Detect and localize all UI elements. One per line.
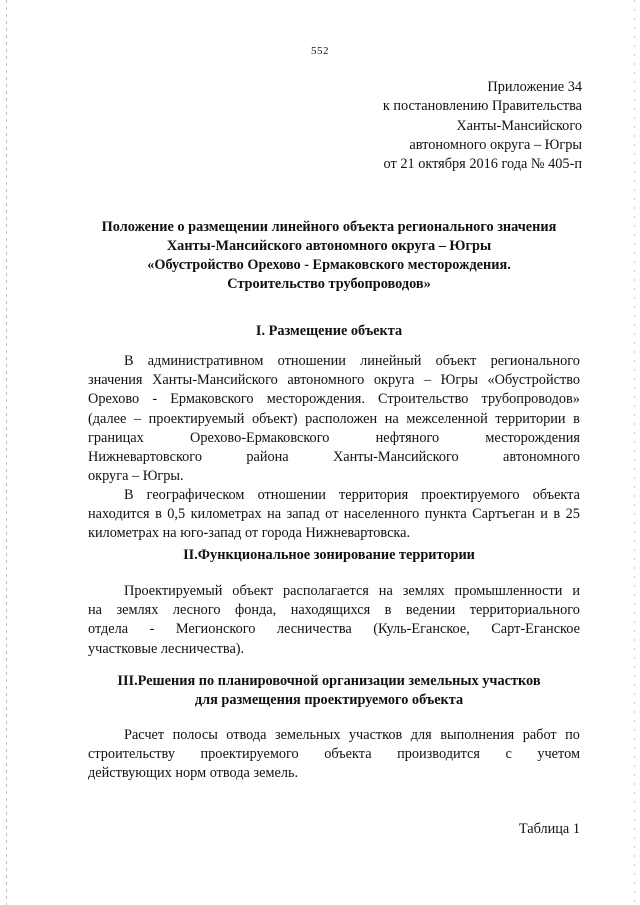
word: регионального	[490, 353, 580, 369]
word: в	[553, 506, 561, 523]
word: землях	[402, 583, 445, 599]
word: линейный	[360, 353, 422, 369]
word: географическом	[146, 487, 245, 503]
table-label: Таблица 1	[518, 821, 580, 837]
text-line	[88, 486, 580, 505]
word: района	[246, 449, 289, 466]
word: расположен	[305, 410, 378, 427]
word: Мегионского	[175, 621, 256, 638]
text-line	[88, 726, 580, 745]
word: находится	[88, 506, 150, 523]
word: проектируемого	[421, 487, 520, 503]
word: работ	[522, 727, 557, 743]
word: Ханты-Мансийского	[152, 372, 278, 389]
word: Орехово-Ермаковского	[190, 429, 330, 446]
section-1-paragraph-1	[88, 352, 580, 486]
word: в	[384, 602, 392, 619]
title-line: Строительство трубопроводов»	[227, 276, 431, 292]
heading-line: III.Решения по планировочной организации земельных участков	[117, 673, 541, 689]
word: объекта	[324, 746, 372, 763]
text-line	[88, 745, 580, 764]
scan-edge-left	[6, 0, 7, 905]
word: объект)	[251, 410, 298, 427]
word: Ермаковского	[170, 391, 254, 408]
word: на	[378, 583, 393, 599]
word: в	[573, 410, 580, 427]
word: фонда,	[234, 602, 277, 619]
word: автономного	[503, 449, 580, 466]
word: Ханты-Мансийского	[332, 449, 459, 466]
word: нефтяного	[375, 429, 440, 446]
text-line: участковые лесничества).	[88, 640, 245, 657]
word: административном	[147, 353, 264, 369]
text-line: километрах на юго-запад от города Нижневартовска.	[88, 525, 411, 542]
section-3-heading	[78, 672, 580, 710]
word: межселенной	[406, 410, 488, 427]
heading-line: для размещения проектируемого объекта	[194, 692, 464, 708]
word: Расчет	[124, 727, 165, 743]
word: на	[88, 602, 102, 619]
word: границах	[88, 429, 144, 446]
appendix-line: Ханты-Мансийского	[456, 117, 582, 134]
section-2-paragraph-1	[88, 582, 580, 659]
word: Орехово	[88, 391, 140, 408]
word: находящихся	[290, 602, 371, 619]
text-line	[88, 505, 580, 524]
word: для	[410, 727, 432, 743]
word: -	[152, 391, 158, 408]
word: отношении	[277, 353, 346, 369]
word: объекта	[532, 487, 580, 503]
word: промышленности	[454, 583, 563, 599]
word: ведении	[405, 602, 456, 619]
appendix-line: Приложение 34	[487, 79, 582, 95]
word: отдела	[88, 621, 129, 638]
text-line	[88, 390, 580, 409]
text-line	[88, 601, 580, 620]
word: 0,5	[167, 506, 186, 523]
word: пункта	[424, 506, 467, 523]
word: месторождения	[485, 429, 580, 446]
text-line: округа – Югры.	[88, 468, 184, 485]
word: Строительство	[378, 391, 469, 408]
word: участков	[348, 727, 403, 743]
text-line	[88, 620, 580, 639]
word: населенного	[343, 506, 420, 523]
section-1-heading: I. Размещение объекта	[255, 323, 403, 339]
word: -	[149, 621, 155, 638]
word: километрах	[190, 506, 262, 523]
word: территория	[339, 487, 409, 503]
word: Югры	[440, 372, 478, 389]
word: земельных	[274, 727, 341, 743]
word: –	[423, 372, 432, 389]
title-line: Ханты-Мансийского автономного округа – Югры	[166, 238, 492, 254]
scan-edge-right	[634, 0, 635, 905]
text-line	[88, 352, 580, 371]
word: автономного	[287, 372, 365, 389]
document-title	[78, 218, 580, 294]
text-line	[88, 448, 580, 467]
word: полосы	[172, 727, 218, 743]
word: трубопроводов»	[481, 391, 580, 408]
word: лесного	[172, 602, 221, 619]
appendix-line: автономного округа – Югры	[409, 136, 582, 153]
word: на	[384, 410, 399, 427]
word: Нижневартовского	[88, 449, 202, 466]
word: проектируемого	[200, 746, 299, 763]
word: проектируемый	[148, 410, 245, 427]
word: строительству	[88, 746, 175, 763]
word: (далее	[88, 410, 127, 427]
word: выполнения	[440, 727, 515, 743]
word: и	[572, 583, 580, 599]
word: учетом	[537, 746, 580, 763]
word: в	[155, 506, 162, 523]
word: месторождения.	[266, 391, 365, 408]
word: отвода	[226, 727, 267, 743]
word: Сарт-Еганское	[491, 621, 580, 638]
word: значения	[88, 372, 143, 389]
text-line	[88, 371, 580, 390]
word: В	[124, 487, 134, 503]
appendix-block	[383, 78, 582, 174]
section-1-paragraph-2	[88, 486, 580, 544]
word: округа	[373, 372, 415, 389]
title-line: «Обустройство Орехово - Ермаковского месторождения.	[147, 257, 511, 273]
word: Проектируемый	[124, 583, 223, 599]
title-line: Положение о размещении линейного объекта регионального значения	[101, 219, 557, 235]
word: объект	[435, 353, 477, 369]
word: по	[565, 727, 580, 743]
word: запад	[286, 506, 320, 523]
word: отношении	[257, 487, 326, 503]
appendix-line: от 21 октября 2016 года № 405-п	[383, 156, 582, 173]
word: Сартъеган	[472, 506, 535, 523]
word: с	[505, 746, 512, 763]
page-number: 552	[311, 45, 329, 57]
text-line	[88, 410, 580, 429]
section-2-heading: II.Функциональное зонирование территории	[183, 547, 475, 563]
text-line	[88, 429, 580, 448]
word: В	[124, 353, 134, 369]
word: лесничества	[276, 621, 352, 638]
word: территориального	[469, 602, 580, 619]
text-line: действующих норм отвода земель.	[88, 765, 299, 782]
word: объект	[232, 583, 274, 599]
word: (Куль-Еганское,	[373, 621, 470, 638]
word: производится	[397, 746, 480, 763]
section-3-paragraph-1	[88, 726, 580, 784]
word: «Обустройство	[487, 372, 580, 389]
word: располагается	[283, 583, 369, 599]
appendix-line: к постановлению Правительства	[382, 98, 582, 115]
word: 25	[565, 506, 580, 523]
word: –	[133, 410, 142, 427]
text-line	[88, 582, 580, 601]
word: на	[267, 506, 282, 523]
word: от	[325, 506, 339, 523]
word: землях	[116, 602, 159, 619]
word: территории	[495, 410, 566, 427]
word: и	[540, 506, 548, 523]
